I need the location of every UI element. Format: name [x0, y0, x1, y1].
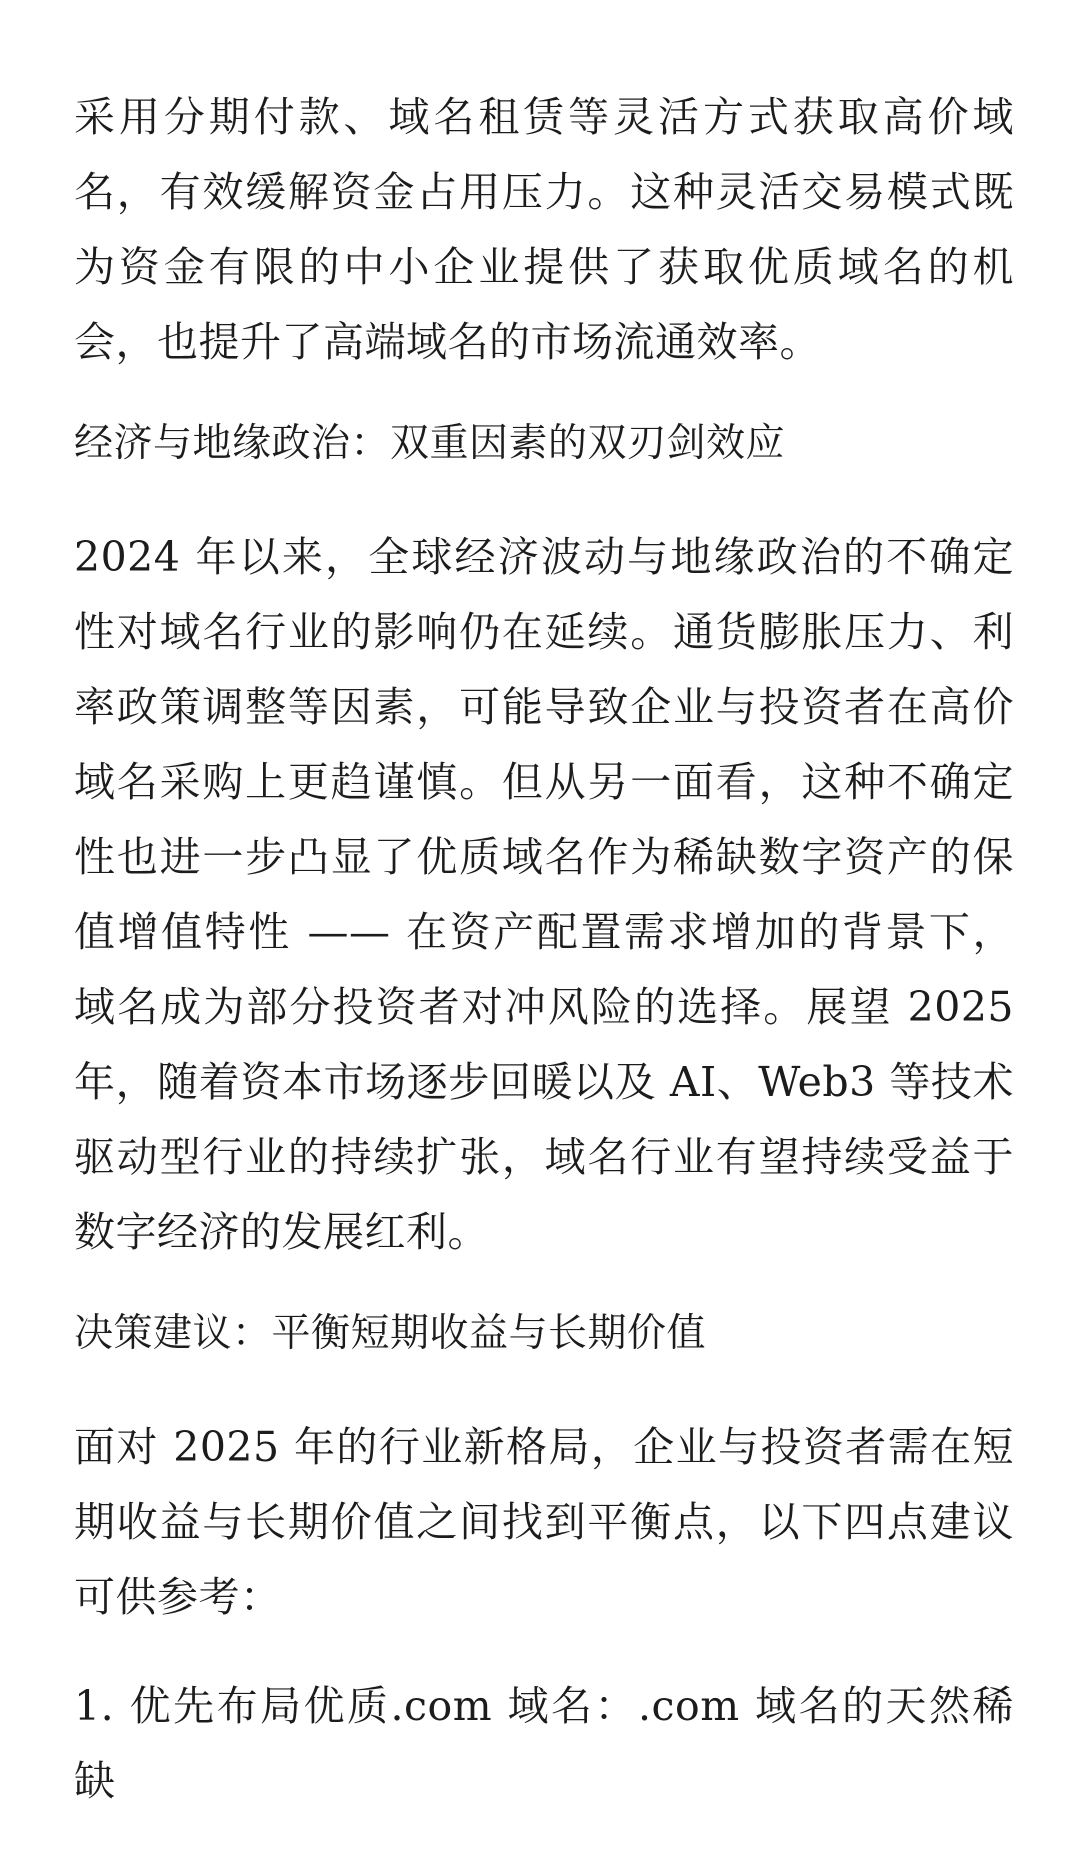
article-body	[74, 80, 1014, 1853]
paragraph-advice-intro: 面对 2025 年的行业新格局，企业与投资者需在短期收益与长期价值之间找到平衡点，以下四点建议可供参考：	[74, 1423, 1014, 1621]
list-item-advice-1: 1. 优先布局优质.com 域名：.com 域名的天然稀缺	[74, 1682, 1014, 1805]
section-heading-economy-geopolitics: 经济与地缘政治：双重因素的双刃剑效应	[74, 421, 786, 466]
paragraph-flexible-payment: 采用分期付款、域名租赁等灵活方式获取高价域名，有效缓解资金占用压力。这种灵活交易模式既为资金有限的中小企业提供了获取优质域名的机会，也提升了高端域名的市场流通效率。	[74, 93, 1014, 366]
paragraph-economy-outlook: 2024 年以来，全球经济波动与地缘政治的不确定性对域名行业的影响仍在延续。通货膨胀压力、利率政策调整等因素，可能导致企业与投资者在高价域名采购上更趋谨慎。但从另一面看，这种不确定性也进一步凸显了优质域名作为稀缺数字资产的保值增值特性 —— 在资产配置需求增加的背景下，域名成为部分投资者对冲风险的选择。展望 2025 年，随着资本市场逐步回暖以及 AI、Web3 等技术驱动型行业的持续扩张，域名行业有望持续受益于数字经济的发展红利。	[74, 533, 1014, 1256]
section-heading-decision-advice: 决策建议：平衡短期收益与长期价值	[74, 1311, 707, 1356]
